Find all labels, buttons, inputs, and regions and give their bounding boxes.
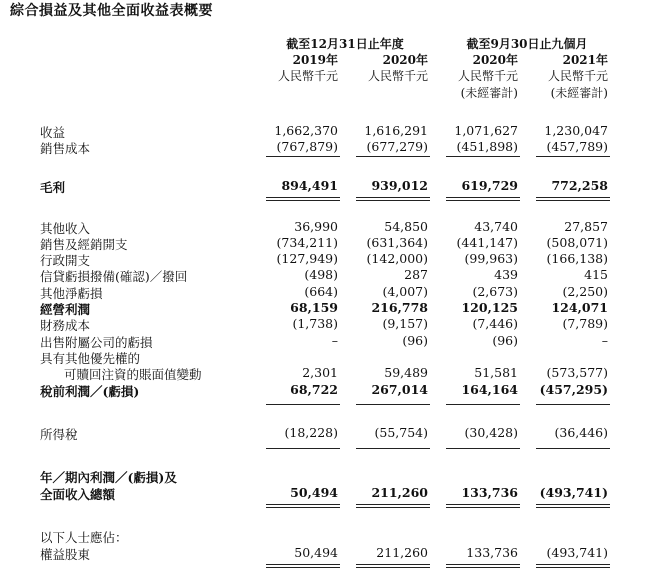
row-value-col3: (99,963) [464, 251, 518, 266]
row-value-col4: (493,741) [546, 545, 608, 560]
row-value-col1: (18,228) [284, 425, 338, 440]
header-currency-col2: 人民幣千元 [367, 69, 428, 83]
row-value-col4: (2,250) [562, 284, 608, 299]
header-year-col2: 2020年 [382, 53, 428, 67]
header-currency-col4: 人民幣千元 [547, 69, 608, 83]
row-label: 稅前利潤／(虧損) [40, 384, 140, 399]
total-rule [536, 504, 610, 508]
row-value-col3: 439 [494, 267, 518, 282]
row-value-col2: 1,616,291 [364, 123, 428, 138]
row-label: 經營利潤 [40, 302, 91, 317]
row-value-col1: (767,879) [276, 139, 338, 154]
row-value-col1: 50,494 [290, 485, 338, 500]
row-value-col3: (2,673) [472, 284, 518, 299]
row-label: 所得稅 [40, 427, 78, 442]
row-label: 全面收入總額 [40, 487, 116, 502]
row-value-col2: (96) [402, 333, 428, 348]
row-value-col1: – [331, 333, 338, 348]
row-value-col1: (664) [304, 284, 338, 299]
row-label: 權益股東 [40, 547, 91, 562]
row-value-col1: 68,159 [290, 300, 338, 315]
row-label: 可贖回注資的賬面值變動 [64, 367, 202, 382]
total-rule [446, 156, 520, 157]
row-value-col4: 124,071 [551, 300, 608, 315]
row-value-col1: (734,211) [276, 235, 338, 250]
row-value-col3: 51,581 [474, 365, 518, 380]
total-rule [356, 404, 430, 405]
page-title: 綜合損益及其他全面收益表概要 [10, 3, 213, 19]
header-currency-col3: 人民幣千元 [457, 69, 518, 83]
row-value-col3: (451,898) [456, 139, 518, 154]
row-value-col1: 2,301 [302, 365, 338, 380]
total-rule [356, 197, 430, 201]
row-label: 其他收入 [40, 221, 91, 236]
row-value-col2: 211,260 [371, 485, 428, 500]
row-value-col4: (166,138) [546, 251, 608, 266]
total-rule [266, 504, 340, 508]
row-value-col3: (7,446) [472, 316, 518, 331]
total-rule [446, 197, 520, 201]
row-value-col3: 1,071,627 [454, 123, 518, 138]
row-label: 出售附屬公司的虧損 [40, 335, 153, 350]
row-value-col4: – [601, 333, 608, 348]
row-label: 財務成本 [40, 318, 91, 333]
row-value-col2: (677,279) [366, 139, 428, 154]
total-rule [446, 504, 520, 508]
total-rule [356, 504, 430, 508]
row-value-col1: 36,990 [294, 219, 338, 234]
total-rule [266, 156, 340, 157]
row-value-col3: 43,740 [474, 219, 518, 234]
row-value-col3: (96) [492, 333, 518, 348]
row-value-col2: (9,157) [382, 316, 428, 331]
row-value-col2: 54,850 [384, 219, 428, 234]
row-label: 信貸虧損撥備(確認)／撥回 [40, 269, 188, 284]
row-value-col3: (441,147) [456, 235, 518, 250]
row-value-col2: 267,014 [371, 382, 428, 397]
row-value-col4: (573,577) [546, 365, 608, 380]
row-label: 以下人士應佔： [40, 530, 128, 545]
total-rule [266, 197, 340, 201]
row-value-col2: 939,012 [371, 178, 428, 193]
total-rule [266, 404, 340, 405]
row-value-col2: (55,754) [374, 425, 428, 440]
row-value-col1: (498) [304, 267, 338, 282]
row-label: 具有其他優先權的 [40, 351, 141, 366]
header-audit-col3: (未經審計) [460, 86, 518, 100]
header-nine-month-period: 截至9月30日止九個月 [466, 37, 588, 51]
row-value-col2: (631,364) [366, 235, 428, 250]
row-value-col4: 27,857 [564, 219, 608, 234]
row-value-col2: (4,007) [382, 284, 428, 299]
row-value-col1: (127,949) [276, 251, 338, 266]
row-value-col4: (457,295) [539, 382, 608, 397]
total-rule [356, 156, 430, 157]
row-value-col4: (7,789) [562, 316, 608, 331]
total-rule [446, 448, 520, 449]
row-value-col2: 59,489 [384, 365, 428, 380]
row-value-col3: 619,729 [461, 178, 518, 193]
header-year-col3: 2020年 [472, 53, 518, 67]
row-value-col3: 133,736 [461, 485, 518, 500]
row-value-col1: 1,662,370 [274, 123, 338, 138]
total-rule [356, 564, 430, 568]
row-label: 銷售成本 [40, 141, 91, 156]
row-label: 毛利 [40, 180, 66, 195]
row-label: 銷售及經銷開支 [40, 237, 128, 252]
total-rule [536, 564, 610, 568]
row-label: 年／期內利潤／(虧損)及 [40, 470, 177, 485]
row-value-col1: 894,491 [281, 178, 338, 193]
total-rule [536, 197, 610, 201]
row-value-col4: 415 [584, 267, 608, 282]
header-year-col1: 2019年 [292, 53, 338, 67]
row-value-col1: 50,494 [294, 545, 338, 560]
row-value-col2: 216,778 [371, 300, 428, 315]
row-value-col3: 164,164 [461, 382, 518, 397]
row-value-col4: (508,071) [546, 235, 608, 250]
row-value-col4: 772,258 [551, 178, 608, 193]
header-audit-col4: (未經審計) [550, 86, 608, 100]
row-value-col4: (457,789) [546, 139, 608, 154]
total-rule [536, 156, 610, 157]
total-rule [536, 448, 610, 449]
total-rule [446, 404, 520, 405]
row-value-col3: 133,736 [466, 545, 518, 560]
row-value-col4: (36,446) [554, 425, 608, 440]
header-year-col4: 2021年 [562, 53, 608, 67]
header-currency-col1: 人民幣千元 [277, 69, 338, 83]
row-value-col3: (30,428) [464, 425, 518, 440]
total-rule [536, 404, 610, 405]
row-value-col1: 68,722 [290, 382, 338, 397]
row-value-col4: (493,741) [539, 485, 608, 500]
row-value-col1: (1,738) [292, 316, 338, 331]
total-rule [356, 448, 430, 449]
row-value-col2: 287 [404, 267, 428, 282]
row-value-col4: 1,230,047 [544, 123, 608, 138]
total-rule [266, 564, 340, 568]
row-label: 其他淨虧損 [40, 286, 103, 301]
row-value-col3: 120,125 [461, 300, 518, 315]
row-value-col2: 211,260 [376, 545, 428, 560]
total-rule [266, 448, 340, 449]
total-rule [446, 564, 520, 568]
row-label: 行政開支 [40, 253, 91, 268]
header-annual-period: 截至12月31日止年度 [286, 37, 404, 51]
row-value-col2: (142,000) [366, 251, 428, 266]
row-label: 收益 [40, 125, 66, 140]
